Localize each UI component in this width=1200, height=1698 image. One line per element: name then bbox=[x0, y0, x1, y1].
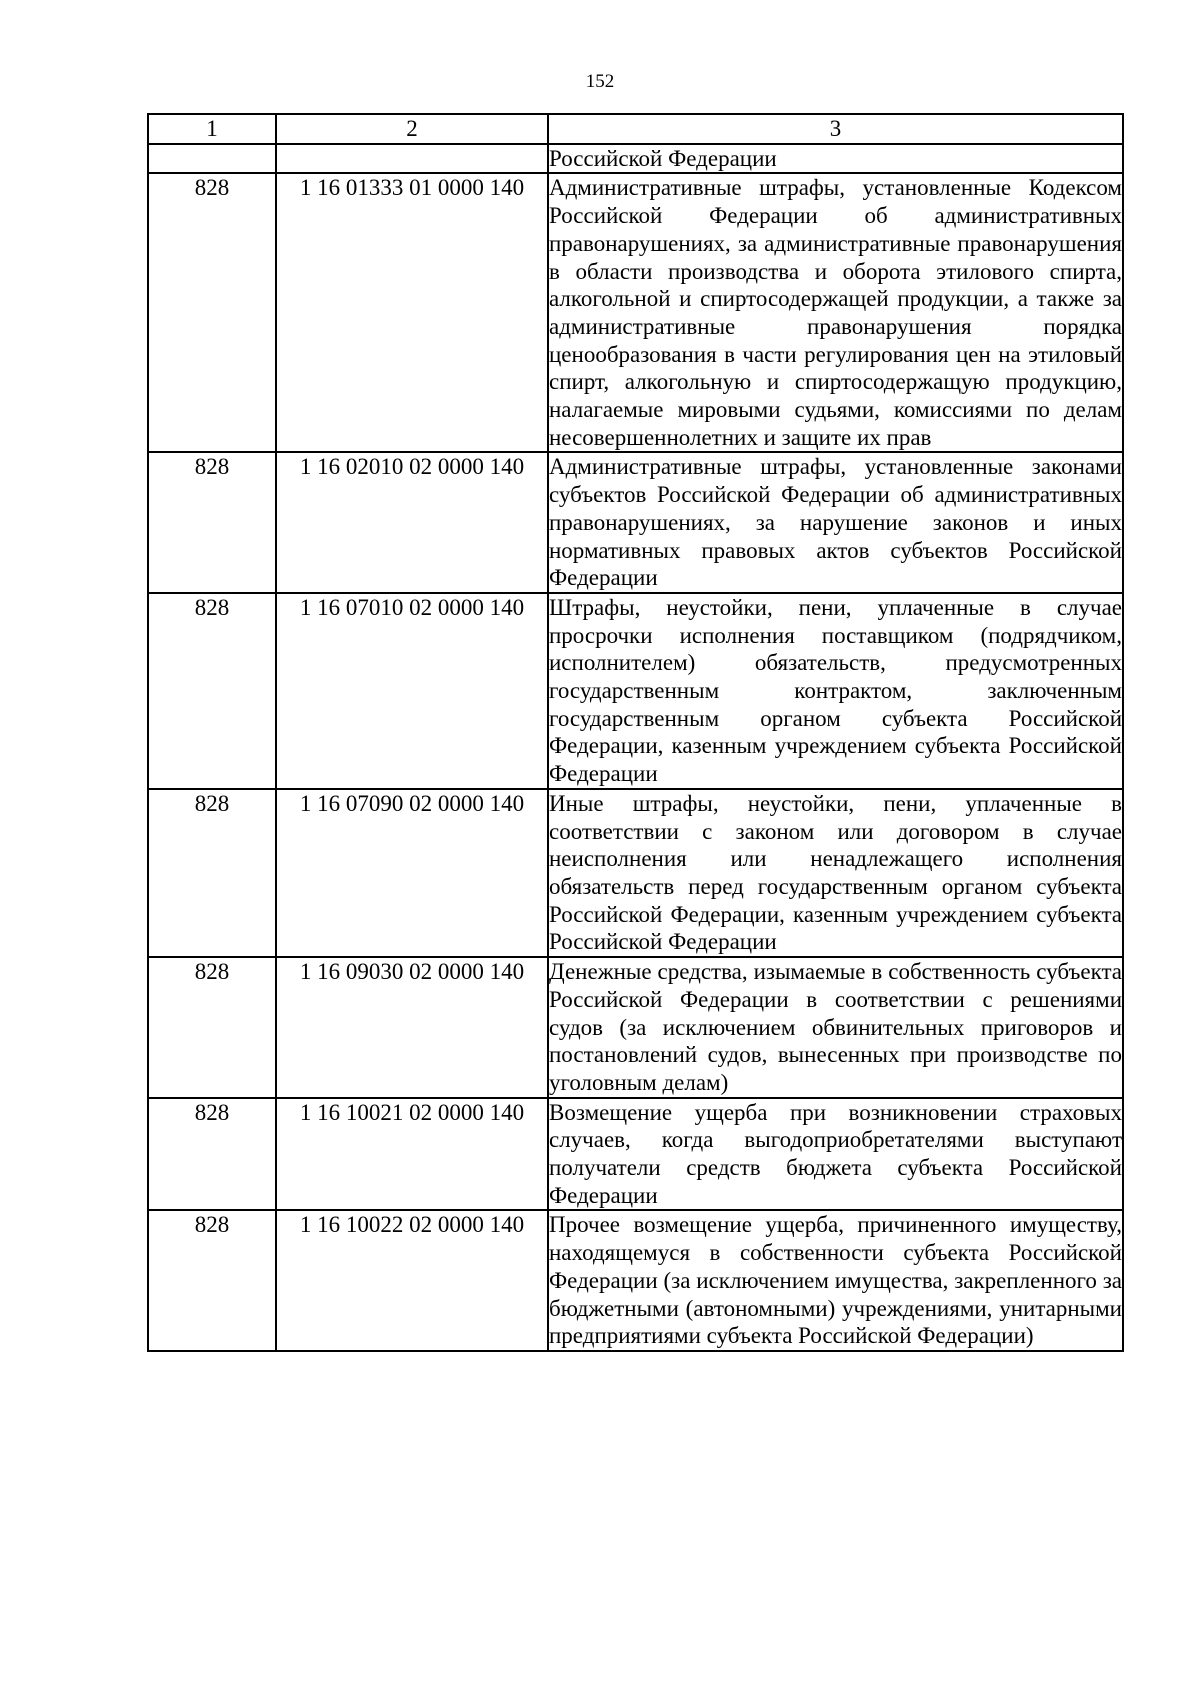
budget-code-cell: 1 16 02010 02 0000 140 bbox=[276, 452, 548, 593]
admin-code-cell: 828 bbox=[148, 1098, 276, 1211]
table-row bbox=[148, 1098, 1123, 1211]
table-header-row bbox=[148, 114, 1123, 144]
table-row bbox=[148, 173, 1123, 452]
table-row bbox=[148, 144, 1123, 174]
column-header-1: 1 bbox=[148, 114, 276, 144]
column-header-2: 2 bbox=[276, 114, 548, 144]
admin-code-cell: 828 bbox=[148, 173, 276, 452]
description-cell: Прочее возмещение ущерба, причиненного имуществу, находящемуся в собственности субъекта Российской Федерации (за исключением имущества, закрепленного за бюджетными (автономными) учреждениями, унитарными предприятиями субъекта Российской Федерации) bbox=[548, 1210, 1123, 1351]
description-cell: Иные штрафы, неустойки, пени, уплаченные в соответствии с законом или договором в случае неисполнения или ненадлежащего исполнения обязательств перед государственным органом субъекта Российской Федерации, казенным учреждением субъекта Российской Федерации bbox=[548, 789, 1123, 957]
description-cell: Денежные средства, изымаемые в собственность субъекта Российской Федерации в соответствии с решениями судов (за исключением обвинительных приговоров и постановлений судов, вынесенных при производстве по уголовным делам) bbox=[548, 957, 1123, 1098]
budget-code-cell bbox=[276, 144, 548, 174]
table-row bbox=[148, 957, 1123, 1098]
description-cell: Российской Федерации bbox=[548, 144, 1123, 174]
column-header-3: 3 bbox=[548, 114, 1123, 144]
table-row bbox=[148, 452, 1123, 593]
budget-codes-table bbox=[147, 113, 1124, 1352]
description-cell: Административные штрафы, установленные законами субъектов Российской Федерации об административных правонарушениях, за нарушение законов и иных нормативных правовых актов субъектов Российской Федерации bbox=[548, 452, 1123, 593]
page-number: 152 bbox=[585, 71, 615, 92]
budget-code-cell: 1 16 09030 02 0000 140 bbox=[276, 957, 548, 1098]
budget-code-cell: 1 16 10021 02 0000 140 bbox=[276, 1098, 548, 1211]
admin-code-cell: 828 bbox=[148, 957, 276, 1098]
admin-code-cell: 828 bbox=[148, 1210, 276, 1351]
budget-code-cell: 1 16 10022 02 0000 140 bbox=[276, 1210, 548, 1351]
budget-code-cell: 1 16 07090 02 0000 140 bbox=[276, 789, 548, 957]
admin-code-cell bbox=[148, 144, 276, 174]
table-row bbox=[148, 789, 1123, 957]
budget-code-cell: 1 16 01333 01 0000 140 bbox=[276, 173, 548, 452]
description-cell: Штрафы, неустойки, пени, уплаченные в случае просрочки исполнения поставщиком (подрядчиком, исполнителем) обязательств, предусмотренных государственным контрактом, заключенным государственным органом субъекта Российской Федерации, казенным учреждением субъекта Российской Федерации bbox=[548, 593, 1123, 789]
admin-code-cell: 828 bbox=[148, 789, 276, 957]
table-row bbox=[148, 1210, 1123, 1351]
budget-code-cell: 1 16 07010 02 0000 140 bbox=[276, 593, 548, 789]
admin-code-cell: 828 bbox=[148, 452, 276, 593]
admin-code-cell: 828 bbox=[148, 593, 276, 789]
description-cell: Административные штрафы, установленные Кодексом Российской Федерации об административных правонарушениях, за административные правонарушения в области производства и оборота этилового спирта, алкогольной и спиртосодержащей продукции, а также за административные правонарушения порядка ценообразования в части регулирования цен на этиловый спирт, алкогольную и спиртосодержащую продукцию, налагаемые мировыми судьями, комиссиями по делам несовершеннолетних и защите их прав bbox=[548, 173, 1123, 452]
description-cell: Возмещение ущерба при возникновении страховых случаев, когда выгодоприобретателями выступают получатели средств бюджета субъекта Российской Федерации bbox=[548, 1098, 1123, 1211]
table-row bbox=[148, 593, 1123, 789]
